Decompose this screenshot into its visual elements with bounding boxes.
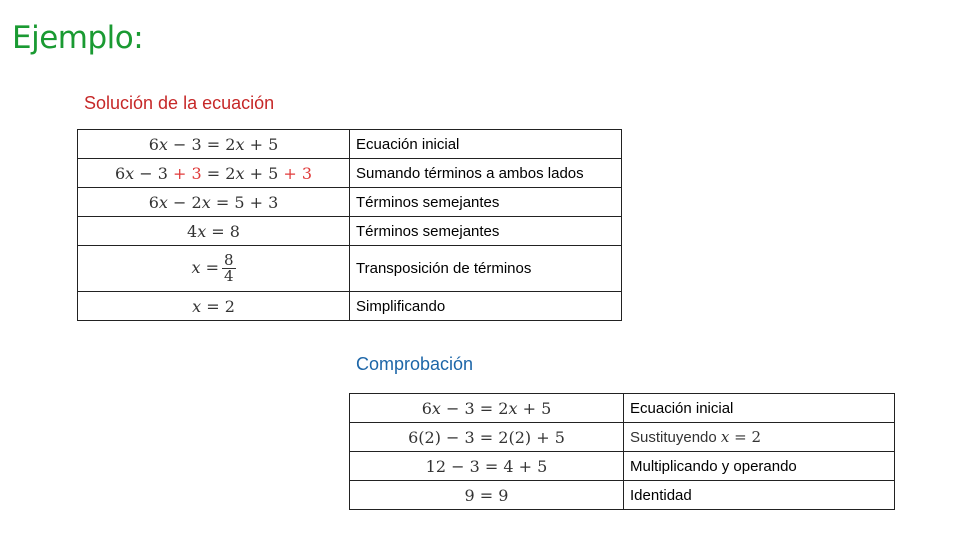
table-row	[78, 292, 622, 321]
step-description: Identidad	[624, 481, 895, 510]
step-description: Transposición de términos	[350, 246, 622, 292]
check-table	[349, 393, 895, 510]
check-heading: Comprobación	[356, 354, 474, 374]
step-description: Sustituyendo x = 2	[624, 423, 895, 452]
equation-cell: 9 = 9	[350, 481, 624, 510]
equation-cell: x = $\frac{8}{4}$	[78, 246, 350, 292]
table-row	[350, 452, 895, 481]
table-row	[350, 481, 895, 510]
table-row	[350, 423, 895, 452]
equation-cell: 6(2) − 3 = 2(2) + 5	[350, 423, 624, 452]
table-row	[78, 130, 622, 159]
step-description: Sumando términos a ambos lados	[350, 159, 622, 188]
equation-cell: 6x − 2x = 5 + 3	[78, 188, 350, 217]
equation-cell: 6x − 3 = 2x + 5	[78, 130, 350, 159]
step-description: Simplificando	[350, 292, 622, 321]
equation-cell: 12 − 3 = 4 + 5	[350, 452, 624, 481]
fraction: $\frac{8}{4}$	[223, 251, 234, 285]
step-description: Ecuación inicial	[624, 394, 895, 423]
solution-table	[77, 129, 622, 321]
table-row	[78, 246, 622, 292]
table-row	[350, 394, 895, 423]
page-title: Ejemplo:	[12, 20, 144, 56]
step-description: Multiplicando y operando	[624, 452, 895, 481]
step-description: Términos semejantes	[350, 217, 622, 246]
step-description: Términos semejantes	[350, 188, 622, 217]
solution-heading: Solución de la ecuación	[84, 93, 275, 113]
equation-cell: 6x − 3 = 2x + 5	[350, 394, 624, 423]
table-row	[78, 217, 622, 246]
step-description: Ecuación inicial	[350, 130, 622, 159]
equation-cell: 6x − 3 + 3 = 2x + 5 + 3	[78, 159, 350, 188]
table-row	[78, 159, 622, 188]
table-row	[78, 188, 622, 217]
equation-cell: 4x = 8	[78, 217, 350, 246]
equation-cell: x = 2	[78, 292, 350, 321]
